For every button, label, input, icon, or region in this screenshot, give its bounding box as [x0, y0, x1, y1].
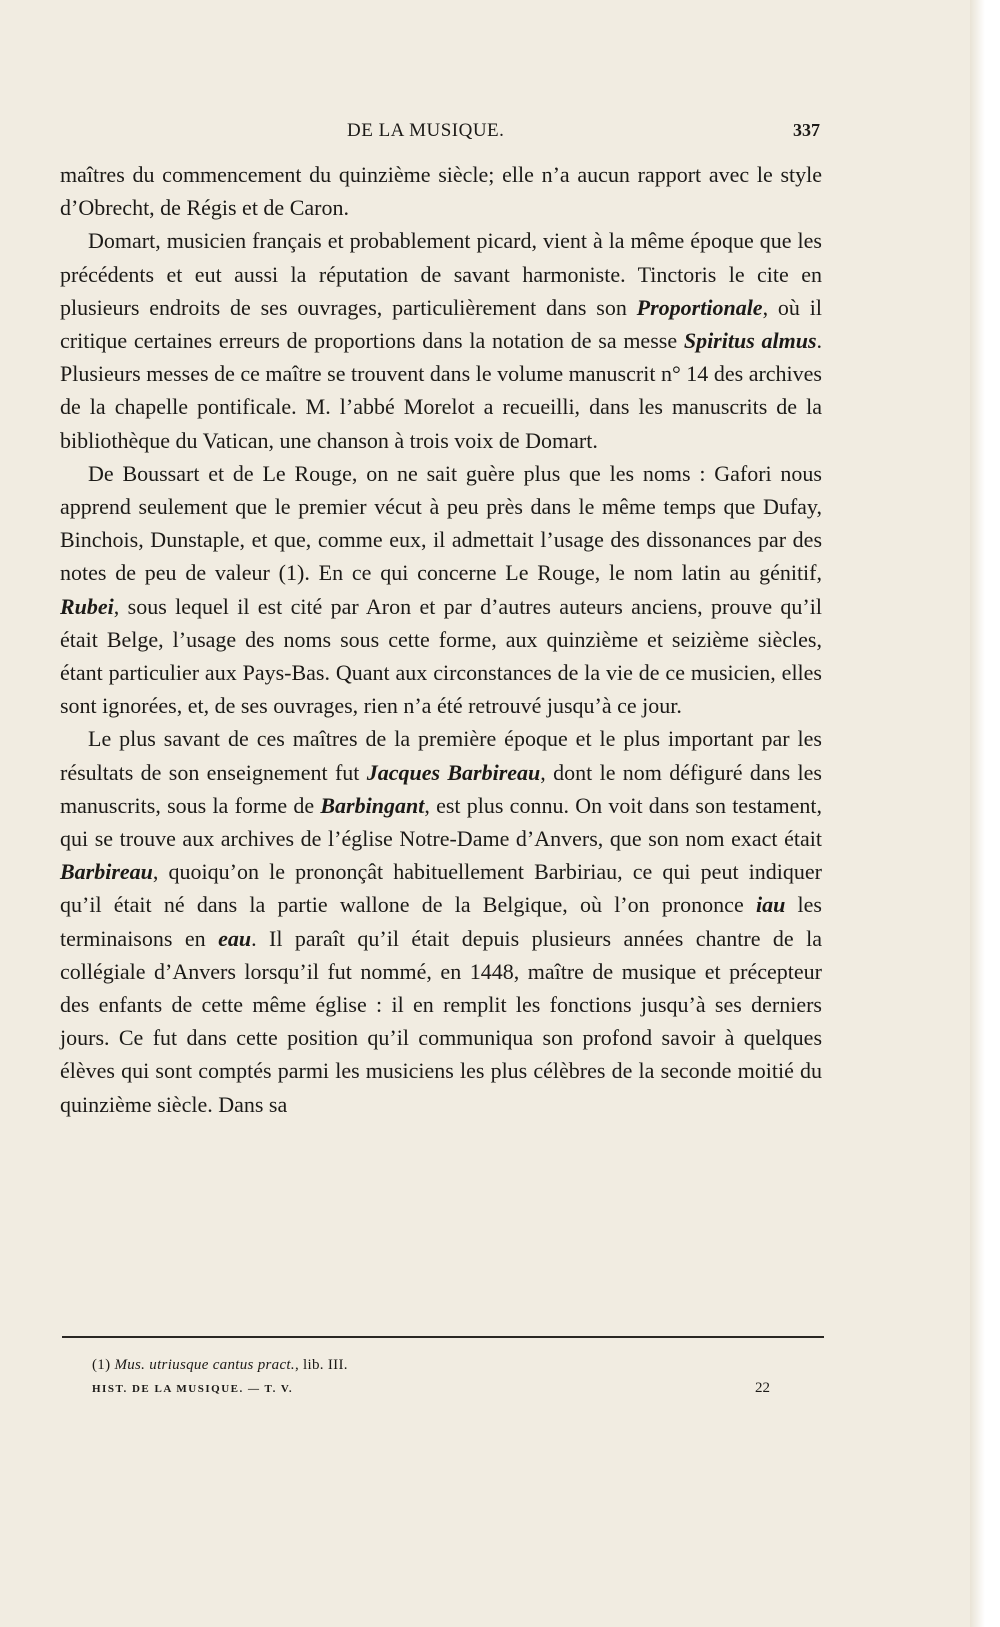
text-run: De Boussart et de Le Rouge, on ne sait guère plus que les noms : Gafori nous apprend seulement que le premier vécut à peu près dans le même temps que Dufay, Binchois, Dunstaple, et que, comme eux, il admettait l’usage des dissonances par des notes de peu de valeur (1). En ce qui concerne Le Rouge, le nom latin au génitif, — [60, 460, 822, 586]
text-run: les terminaisons en — [60, 892, 822, 951]
italic-term: Spiritus almus — [683, 328, 817, 354]
italic-term: Barbingant — [320, 792, 425, 818]
italic-term: Barbireau — [60, 859, 153, 885]
text-run: . Plusieurs messes de ce maître se trouvent dans le volume manuscrit n° 14 des archives de la chapelle pontificale. M. l’abbé Morelot a recueilli, dans les manuscrits de la bibliothèque du Vatican, une chanson à trois voix de Domart. — [60, 328, 823, 453]
italic-term: Jacques Barbireau — [366, 759, 541, 785]
text-run: . Il paraît qu’il était depuis plusieurs années chantre de la collégiale d’Anvers lorsqu’il fut nommé, en 1448, maître de musique et précepteur des enfants de cette même église : il en remplit les fonctions jusqu’à ses derniers jours. Ce fut dans cette position qu’il communiqua son profond savoir à quelques élèves qui sont comptés parmi les musiciens les plus célèbres de la seconde moitié du quinzième siècle. Dans sa — [60, 925, 822, 1117]
paragraph — [60, 722, 822, 1120]
paragraph — [60, 224, 822, 456]
footnote-title: Mus. utriusque cantus pract. — [114, 1357, 295, 1373]
signature-number: 22 — [755, 1380, 770, 1396]
printer-signature: HIST. DE LA MUSIQUE. — T. V. — [92, 1383, 294, 1395]
footnote-marker: (1) — [92, 1357, 111, 1373]
running-title: DE LA MUSIQUE. — [347, 120, 505, 141]
italic-term: Proportionale — [636, 294, 763, 320]
footnote-rest: , lib. III. — [294, 1357, 348, 1373]
italic-term: eau — [218, 925, 252, 951]
footnote — [92, 1357, 348, 1374]
paragraph — [60, 457, 822, 723]
text-run: , où il critique certaines erreurs de proportions dans la notation de sa messe — [60, 294, 822, 354]
body-text — [60, 158, 822, 1121]
text-run: Le plus savant de ces maîtres de la première époque et le plus important par les résultats de son enseignement fut — [60, 726, 822, 785]
text-run: maîtres du commencement du quinzième siècle; elle n’a aucun rapport avec le style d’Obrecht, de Régis et de Caron. — [60, 162, 822, 221]
footnote-rule — [62, 1336, 824, 1338]
paragraph — [60, 158, 822, 224]
text-run: Domart, musicien français et probablement picard, vient à la même époque que les précédents et eut aussi la réputation de savant harmoniste. Tinctoris le cite en plusieurs endroits de ses ouvrages, particulièrement dans son — [60, 228, 822, 320]
running-header — [62, 120, 820, 144]
italic-term: iau — [755, 892, 786, 918]
text-run: , quoiqu’on le prononçât habituellement Barbiriau, ce qui peut indiquer qu’il était né dans la partie wallone de la Belgique, où l’on prononce — [60, 859, 822, 918]
text-run: , est plus connu. On voit dans son testament, qui se trouve aux archives de l’église Notre-Dame d’Anvers, que son nom exact était — [60, 792, 823, 852]
page-edge — [970, 0, 985, 1627]
page-number: 337 — [793, 120, 820, 140]
text-run: , sous lequel il est cité par Aron et par d’autres auteurs anciens, prouve qu’il était Belge, l’usage des noms sous cette forme, aux quinzième et seizième siècles, étant particulier aux Pays-Bas. Quant aux circonstances de la vie de ce musicien, elles sont ignorées, et, de ses ouvrages, rien n’a été retrouvé jusqu’à ce jour. — [60, 593, 822, 719]
text-run: , dont le nom défiguré dans les manuscrits, sous la forme de — [60, 759, 822, 818]
italic-term: Rubei — [60, 593, 114, 619]
